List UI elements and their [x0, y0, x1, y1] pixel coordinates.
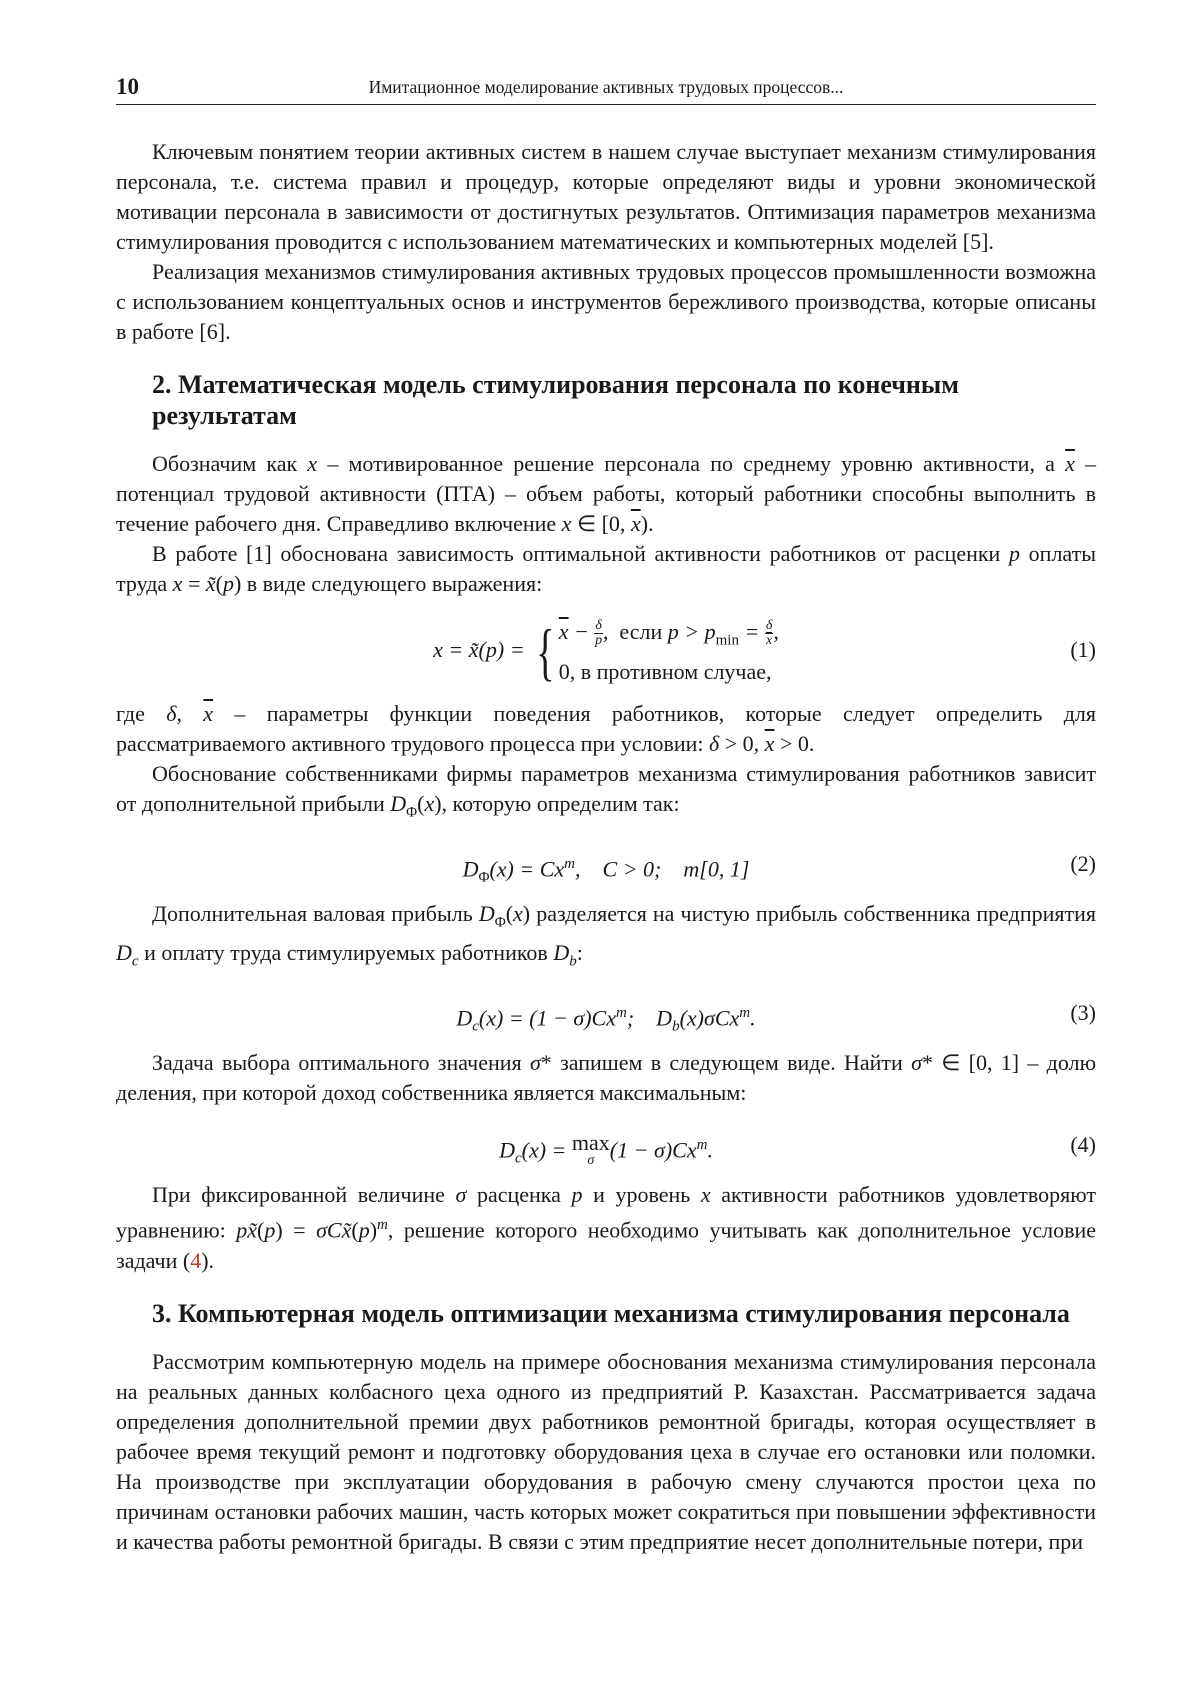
paragraph: Задача выбора оптимального значения σ* запишем в следующем виде. Найти σ* ∈ [0, 1] – долю деления, при которой доход собственника является максимальным: — [116, 1048, 1096, 1108]
paragraph: Обозначим как x – мотивированное решение персонала по среднему уровню активности, а x – потенциал трудовой активности (ПТА) – объем работы, который работники способны выполнить в течение рабочего дня. Справедливо включение x ∈ [0, x). — [116, 449, 1096, 539]
equation-3: Dc(x) = (1 − σ)Cxm; Db(x)σCxm. (3) — [116, 990, 1096, 1036]
equation-number: (1) — [1070, 611, 1096, 689]
article-body — [116, 137, 1096, 1557]
equation-1: x = x̃(p) = { x − δ p , если p > pmin = δ x , 0, в противном случае, (1) — [116, 611, 1096, 689]
paragraph: Ключевым понятием теории активных систем в нашем случае выступает механизм стимулирования персонала, т.е. система правил и процедур, которые определяют виды и уровни экономической мотивации персонала в зависимости от достигнутых результатов. Оптимизация параметров механизма стимулирования проводится с использованием математических и компьютерных моделей [5]. — [116, 137, 1096, 257]
equation-number: (3) — [1070, 990, 1096, 1036]
page — [0, 0, 1200, 1697]
paragraph: При фиксированной величине σ расценка p и уровень x активности работников удовлетворяют уравнению: px̃(p) = σCx̃(p)m, решение которого необходимо учитывать как дополнительное условие задачи (4). — [116, 1180, 1096, 1275]
paragraph: В работе [1] обоснована зависимость оптимальной активности работников от расценки p оплаты труда x = x̃(p) в виде следующего выражения: — [116, 539, 1096, 599]
paragraph: Дополнительная валовая прибыль DΦ(x) разделяется на чистую прибыль собственника предприятия Dc и оплату труда стимулируемых работников Db: — [116, 899, 1096, 976]
equation-number: (4) — [1070, 1122, 1096, 1168]
equation-reference-link[interactable]: 4 — [190, 1248, 201, 1273]
page-number: 10 — [116, 74, 139, 100]
section-heading: 2. Математическая модель стимулирования персонала по конечным результатам — [116, 369, 1096, 431]
equation-number: (2) — [1070, 841, 1096, 887]
paragraph: где δ, x – параметры функции поведения работников, которые следует определить для рассматриваемого активного трудового процесса при условии: δ > 0, x > 0. — [116, 699, 1096, 759]
section-heading: 3. Компьютерная модель оптимизации механизма стимулирования персонала — [116, 1298, 1096, 1329]
paragraph: Обоснование собственниками фирмы параметров механизма стимулирования работников зависит от дополнительной прибыли DΦ(x), которую определим так: — [116, 759, 1096, 827]
running-header — [116, 74, 1096, 105]
paragraph: Реализация механизмов стимулирования активных трудовых процессов промышленности возможна с использованием концептуальных основ и инструментов бережливого производства, которые описаны в работе [6]. — [116, 257, 1096, 347]
paragraph: Рассмотрим компьютерную модель на примере обоснования механизма стимулирования персонала на реальных данных колбасного цеха одного из предприятий Р. Казахстан. Рассматривается задача определения дополнительной премии двух работников ремонтной бригады, которая осуществляет в рабочее время текущий ремонт и подготовку оборудования цеха в случае его остановки или поломки. На производстве при эксплуатации оборудования в рабочую смену случаются простои цеха по причинам остановки рабочих машин, часть которых может сократиться при повышении эффективности и качества работы ремонтной бригады. В связи с этим предприятие несет дополнительные потери, при — [116, 1347, 1096, 1557]
equation-2: DΦ(x) = Cxm, C > 0; m[0, 1] (2) — [116, 841, 1096, 887]
running-title: Имитационное моделирование активных трудовых процессов... — [116, 77, 1096, 98]
equation-4: Dc(x) = max σ (1 − σ)Cxm. (4) — [116, 1122, 1096, 1168]
